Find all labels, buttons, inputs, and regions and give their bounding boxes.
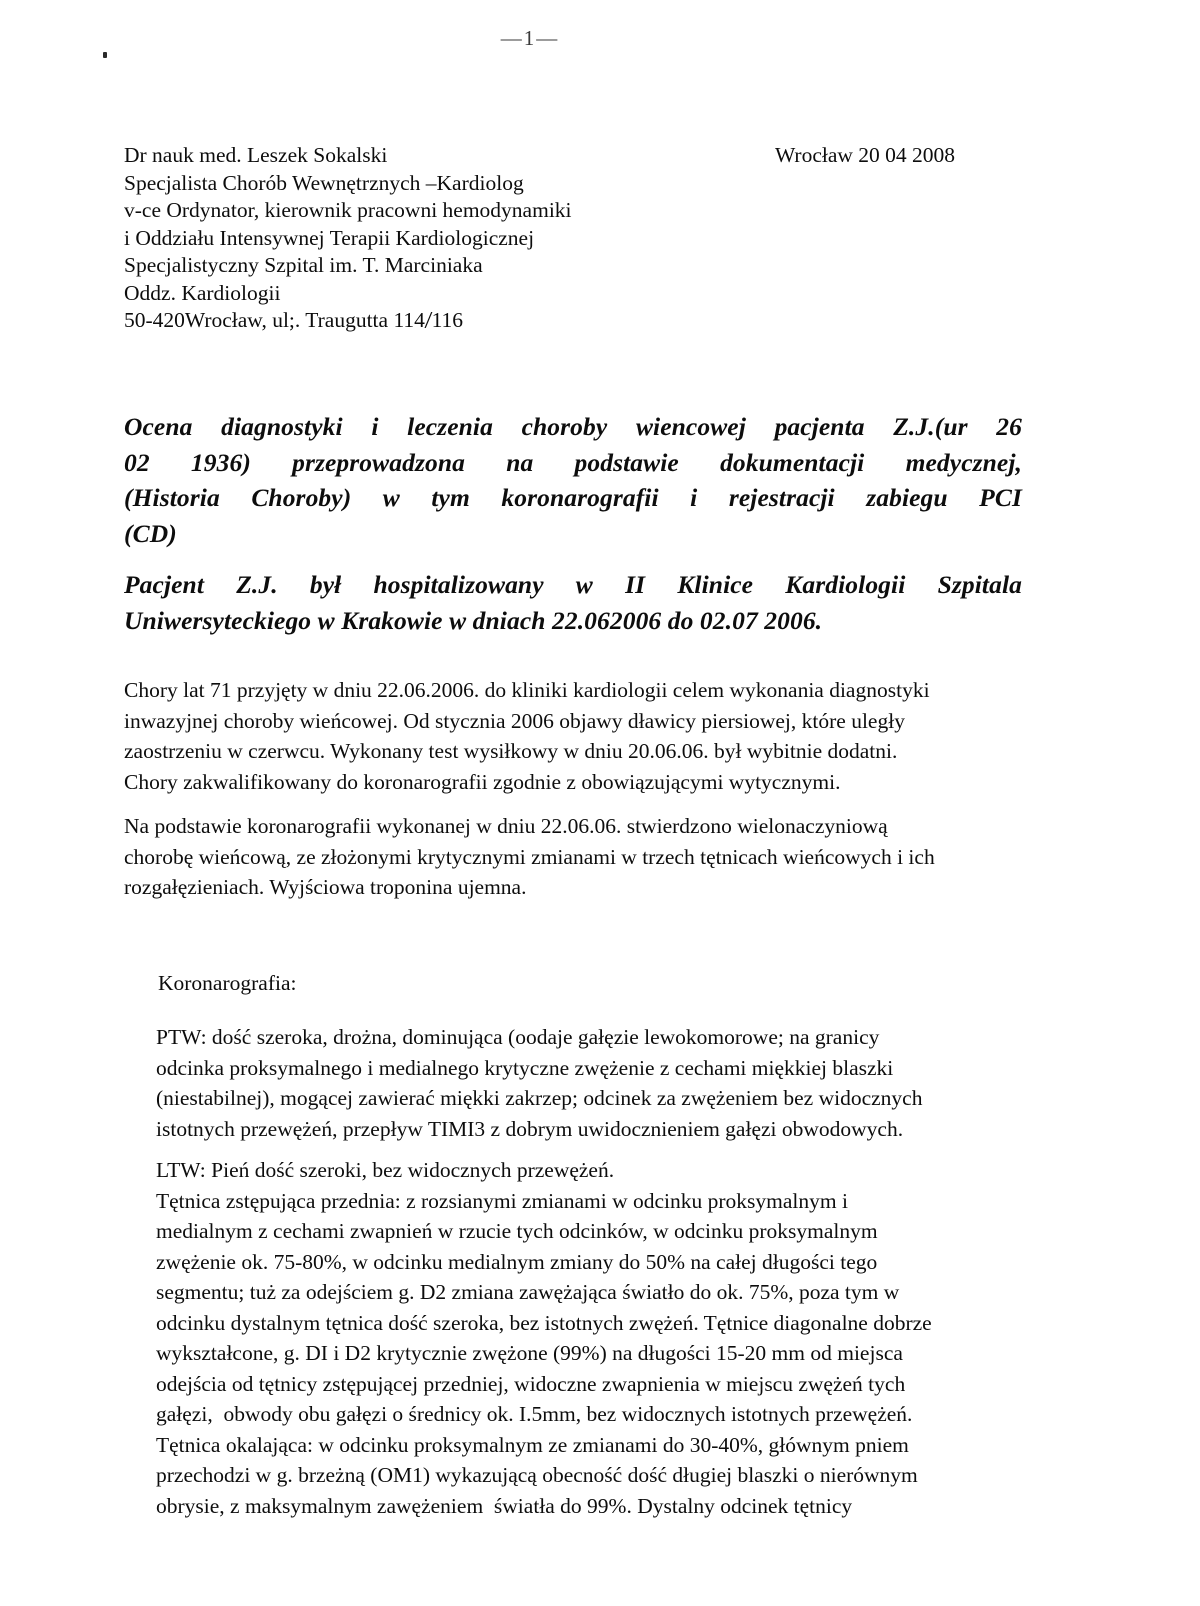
ltw-line-6: odcinku dystalnym tętnica dość szeroka, bez istotnych zwężeń. Tętnice diagonalne dobrze (156, 1310, 932, 1335)
paragraph-findings (124, 811, 1024, 903)
ptw-line-3: (niestabilnej), mogącej zawierać miękki zakrzep; odcinek za zwężeniem bez widocznych (156, 1086, 923, 1110)
address-slash-mark: / (425, 308, 431, 334)
title-line-2: 02 1936) przeprowadzona na podstawie dokumentacji medycznej, (124, 447, 1022, 477)
letterhead-line-4: i Oddziału Intensywnej Terapii Kardiologicznej (124, 225, 535, 250)
place-and-date: Wrocław 20 04 2008 (775, 143, 956, 167)
scan-artifact-speck (103, 52, 107, 58)
page-number-mark: —1— (500, 26, 560, 50)
ltw-line-7: wykształcone, g. DI i D2 krytycznie zwężone (99%) na długości 15-20 mm od miejsca (156, 1341, 903, 1365)
paragraph-admission (124, 675, 1024, 797)
report-block-ltw (156, 1155, 1006, 1521)
letterhead-line-6: Oddz. Kardiologii (124, 280, 281, 305)
paragraph-admission-line-2: inwazyjnej choroby wieńcowej. Od stycznia 2006 objawy dławicy piersiowej, które uległy (124, 708, 905, 733)
paragraph-findings-line-1: Na podstawie koronarografii wykonanej w dniu 22.06.06. stwierdzono wielonaczyniową (124, 814, 888, 838)
title-line-4: (CD) (124, 518, 177, 548)
paragraph-admission-line-1: Chory lat 71 przyjęty w dniu 22.06.2006. do kliniki kardiologii celem wykonania diagnostyki (124, 678, 930, 702)
letterhead-line-3: v-ce Ordynator, kierownik pracowni hemodynamiki (124, 198, 572, 222)
ptw-line-2: odcinka proksymalnego i medialnego krytyczne zwężenie z cechami miękkiej blaszki (156, 1055, 894, 1080)
ptw-line-1: PTW: dość szeroka, drożna, dominująca (oodaje gałęzie lewokomorowe; na granicy (156, 1025, 880, 1049)
address-prefix: 50-420Wrocław, ul;. Traugutta 114 (124, 308, 425, 332)
paragraph-admission-line-3: zaostrzeniu w czerwcu. Wykonany test wysiłkowy w dniu 20.06.06. był wybitnie dodatni. (124, 739, 898, 763)
title-line-3: (Historia Choroby) w tym koronarografii i rejestracji zabiegu PCI (124, 483, 1022, 512)
ltw-line-12: obrysie, z maksymalnym zawężeniem światła do 99%. Dystalny odcinek tętnicy (156, 1493, 853, 1518)
letterhead-line-5: Specjalistyczny Szpital im. T. Marciniaka (124, 253, 483, 277)
ltw-line-5: segmentu; tuż za odejściem g. D2 zmiana zawężająca światło do ok. 75%, poza tym w (156, 1280, 900, 1304)
ptw-line-4: istotnych przewężeń, przepływ TIMI3 z dobrym uwidocznieniem gałęzi obwodowych. (156, 1116, 904, 1141)
ltw-line-11: przechodzi w g. brzeżną (OM1) wykazującą obecność dość długiej blaszki o nierównym (156, 1463, 918, 1487)
letterhead (124, 142, 1024, 335)
ltw-line-1: LTW: Pień dość szeroki, bez widocznych przewężeń. (156, 1158, 615, 1182)
section-heading-coronarography: Koronarografia: (158, 971, 297, 995)
paragraph-admission-line-4: Chory zakwalifikowany do koronarografii zgodnie z obowiązującymi wytycznymi. (124, 769, 841, 794)
title-line-6: Uniwersyteckiego w Krakowie w dniach 22.062006 do 02.07 2006. (124, 605, 823, 635)
letterhead-line-1: Dr nauk med. Leszek Sokalski (124, 143, 388, 167)
letterhead-line-2: Specjalista Chorób Wewnętrznych –Kardiolog (124, 170, 524, 195)
address-suffix: 116 (431, 308, 464, 332)
ltw-line-4: zwężenie ok. 75-80%, w odcinku medialnym zmiany do 50% na całej długości tego (156, 1249, 878, 1274)
letterhead-address (124, 307, 1024, 335)
report-block-ptw (156, 1022, 1006, 1144)
ltw-line-9: gałęzi, obwody obu gałęzi o średnicy ok. I.5mm, bez widocznych istotnych przewężeń. (156, 1402, 913, 1426)
document-title (124, 409, 1022, 638)
title-line-1: Ocena diagnostyki i leczenia choroby wiencowej pacjenta Z.J.(ur 26 (124, 412, 1022, 441)
paragraph-findings-line-3: rozgałęzieniach. Wyjściowa troponina ujemna. (124, 875, 527, 899)
ltw-line-3: medialnym z cechami zwapnień w rzucie tych odcinków, w odcinku proksymalnym (156, 1219, 878, 1243)
paragraph-findings-line-2: chorobę wieńcową, ze złożonymi krytycznymi zmianami w trzech tętnicach wieńcowych i ich (124, 844, 935, 869)
ltw-line-10: Tętnica okalająca: w odcinku proksymalnym ze zmianami do 30-40%, głównym pniem (156, 1432, 909, 1457)
ltw-line-2: Tętnica zstępująca przednia: z rozsianymi zmianami w odcinku proksymalnym i (156, 1188, 848, 1213)
ltw-line-8: odejścia od tętnicy zstępującej przedniej, widoczne zwapnienia w miejscu zwężeń tych (156, 1371, 906, 1396)
title-line-5: Pacjent Z.J. był hospitalizowany w II Klinice Kardiologii Szpitala (124, 570, 1022, 599)
